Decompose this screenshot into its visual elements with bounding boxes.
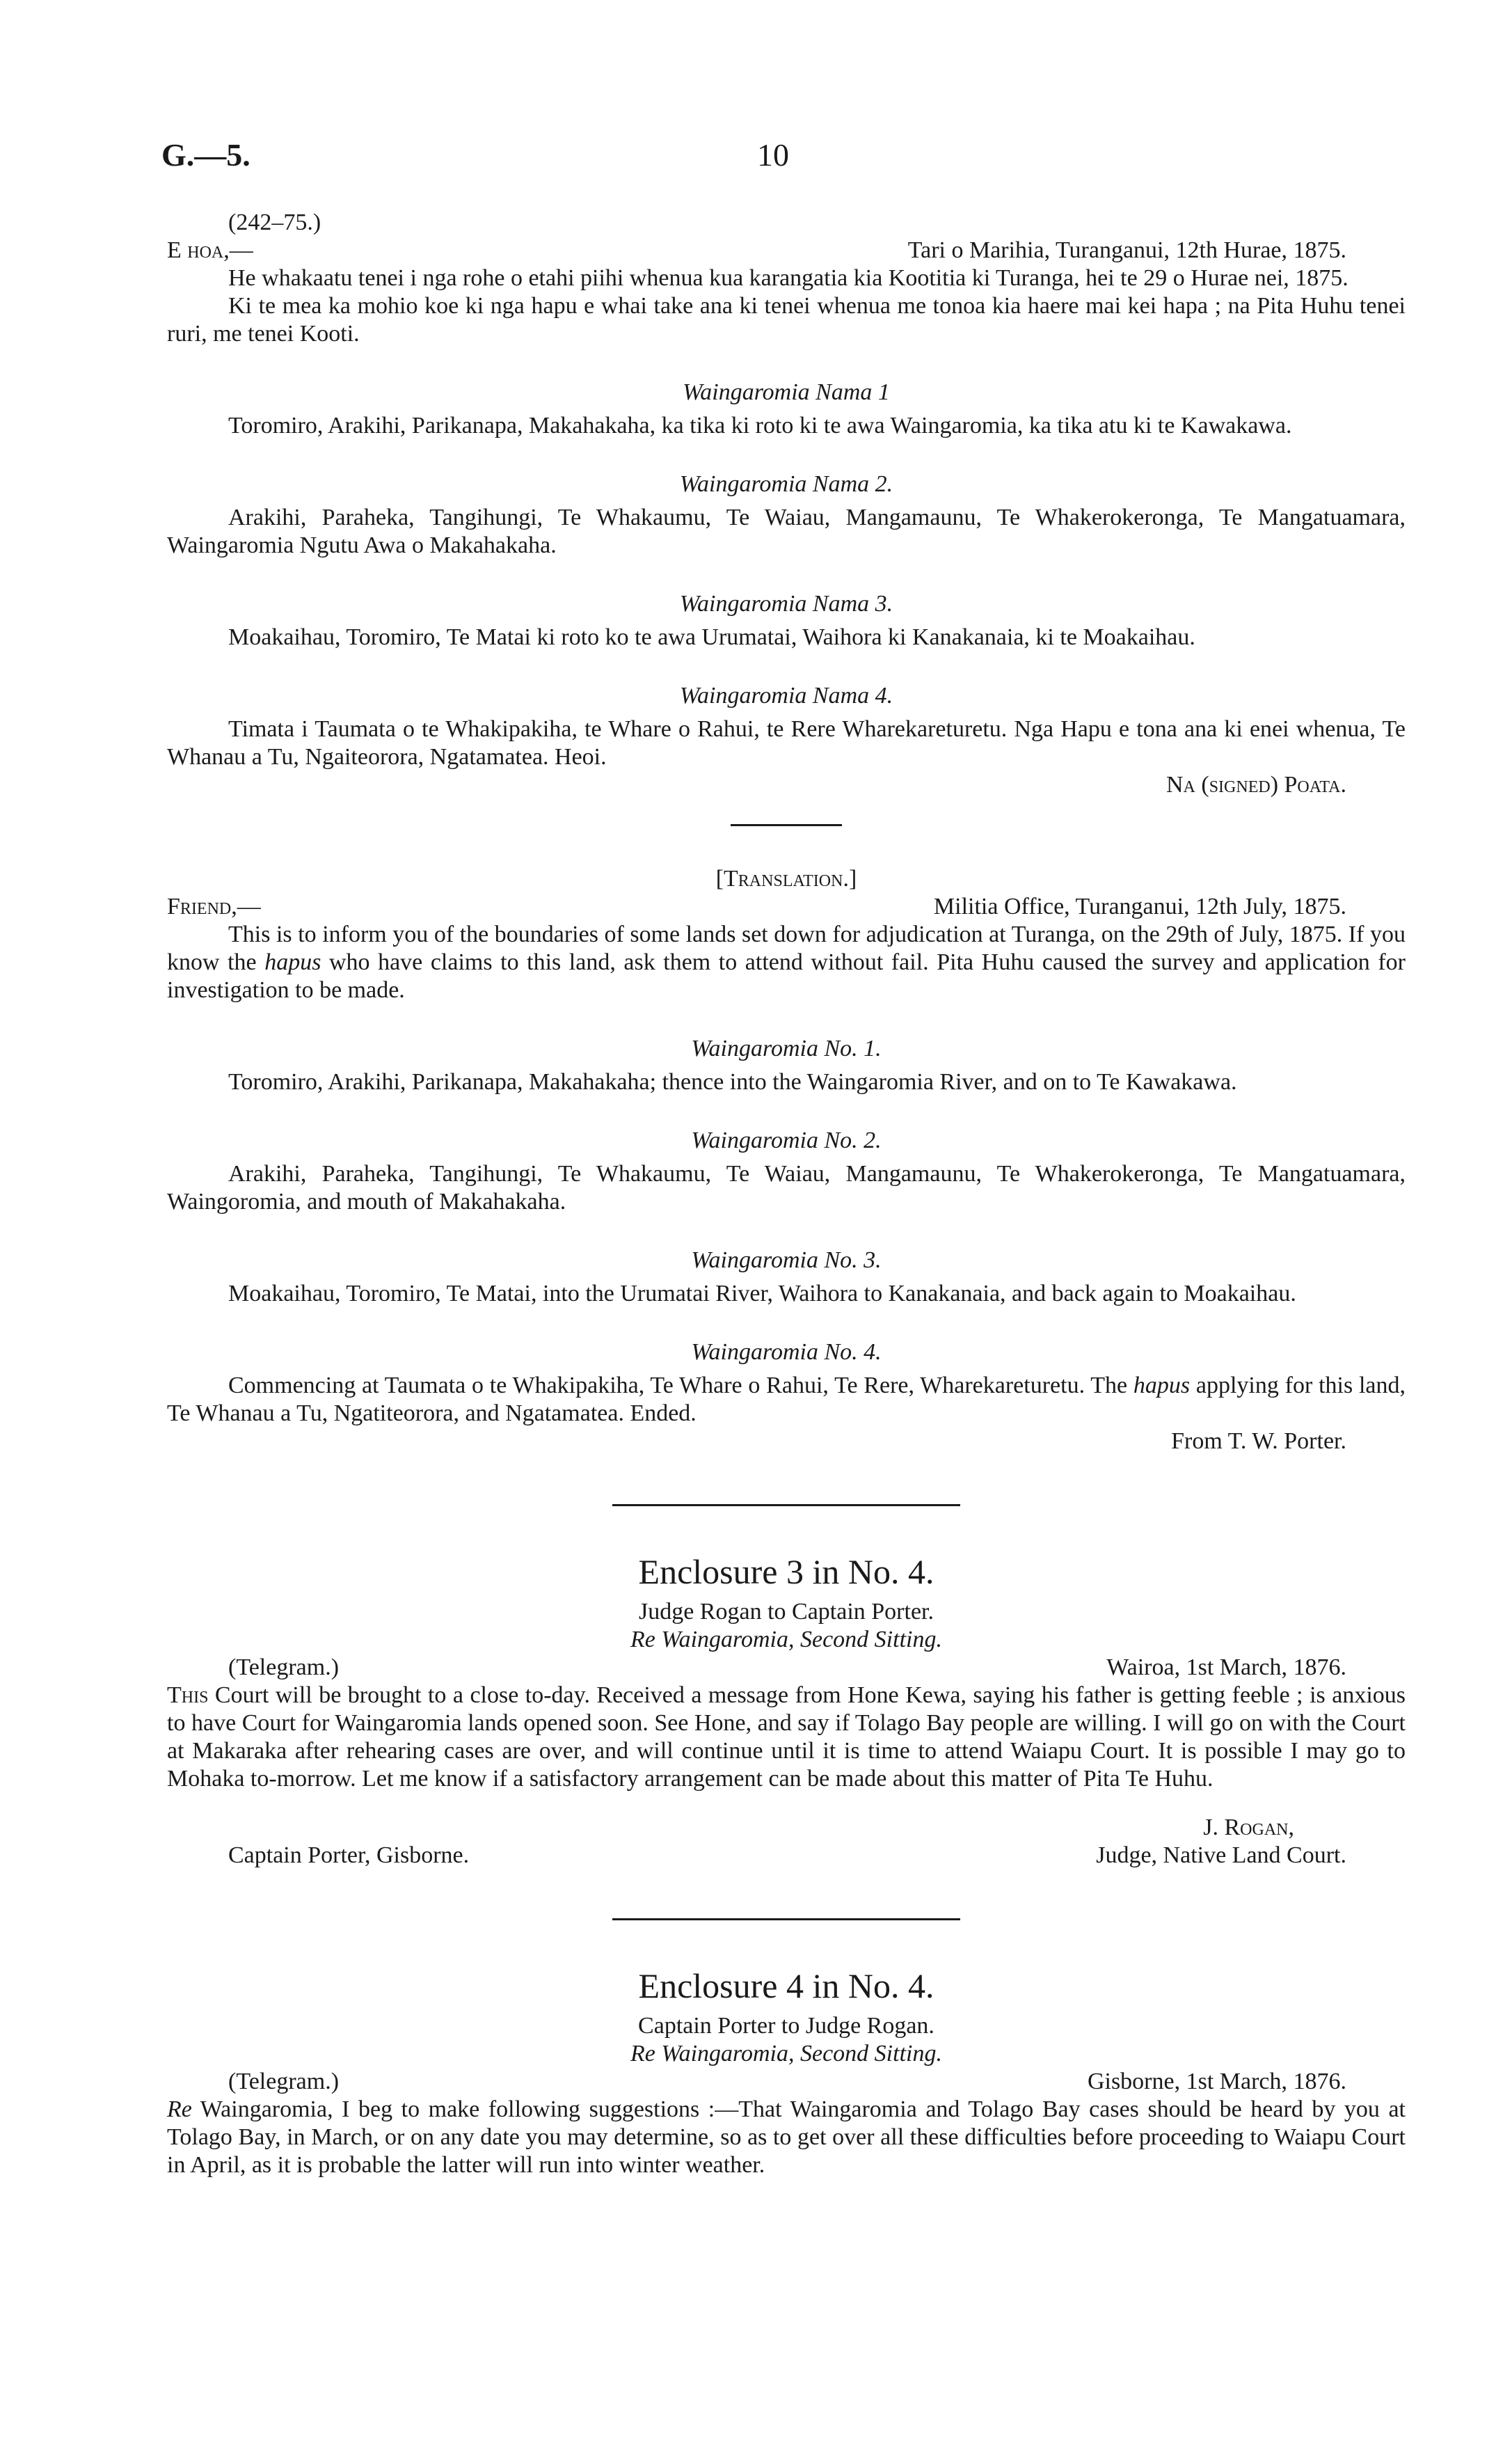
document-reference: G.—5. bbox=[161, 137, 250, 173]
maori-section-text-4: Timata i Taumata o te Whakipakiha, te Whare o Rahui, te Rere Wharekareturetu. Nga Hapu e tona ana ki enei whenua, Te Whanau a Tu, Ngaiteorora, Ngatamatea. Heoi. bbox=[167, 716, 1406, 770]
translation-section-4-hapus: hapus bbox=[1133, 1373, 1191, 1398]
translation-section-text-3: Moakaihau, Toromiro, Te Matai, into the Urumatai River, Waihora to Kanakanaia, and back again to Moakaihau. bbox=[228, 1281, 1296, 1306]
translation-paragraph-1-hapus: hapus bbox=[264, 949, 321, 975]
translation-paragraph-1-part-b: who have claims to this land, ask them to attend without fail. Pita Huhu caused the survey and application for investigation to be made. bbox=[167, 949, 1406, 1003]
enclosure-3-body-text: Court will be brought to a close to-day. Received a message from Hone Kewa, saying his father is getting feeble ; is anxious to have Court for Waingaromia lands opened soon. See Hone, and say if Tolago Bay people are willing. I will go on with the Court at Makaraka after rehearing cases are over, and will continue until it is time to attend Waiapu Court. It is possible I may go to Mohaka to-morrow. Let me know if a satisfactory arrangement can be made about this matter of Pita Te Huhu. bbox=[167, 1682, 1406, 1792]
maori-heading-row bbox=[167, 237, 1406, 264]
translation-place-date: Militia Office, Turanganui, 12th July, 1875. bbox=[933, 894, 1346, 919]
translation-salutation: Friend,— bbox=[167, 894, 261, 919]
enclosure-3-signer-title: Judge, Native Land Court. bbox=[1096, 1842, 1346, 1868]
maori-paragraph-2: Ki te mea ka mohio koe ki nga hapu e whai take ana ki tenei whenua me tonoa kia haere mai kei hapa ; na Pita Huhu tenei ruri, me tenei Kooti. bbox=[167, 293, 1406, 347]
maori-section-text-2: Arakihi, Paraheka, Tangihungi, Te Whakaumu, Te Waiau, Mangamaunu, Te Whakerokeronga, Te Mangatuamara, Waingaromia Ngutu Awa o Makahakaha. bbox=[167, 505, 1406, 558]
enclosure-3-body-lead: This bbox=[167, 1682, 209, 1708]
translation-section-text-2: Arakihi, Paraheka, Tangihungi, Te Whakaumu, Te Waiau, Mangamaunu, Te Whakerokeronga, Te Mangatuamara, Waingoromia, and mouth of Makahakaha. bbox=[167, 1161, 1406, 1215]
maori-letter bbox=[167, 209, 1406, 799]
translation-section-4-part-a: Commencing at Taumata o te Whakipakiha, Te Whare o Rahui, Te Rere, Wharekareturetu. The bbox=[228, 1373, 1133, 1398]
translation-section-title-2: Waingaromia No. 2. bbox=[691, 1128, 882, 1153]
enclosure-4-from-to: Captain Porter to Judge Rogan. bbox=[638, 2013, 934, 2039]
maori-salutation: E hoa,— bbox=[167, 237, 253, 263]
maori-section-title-1: Waingaromia Nama 1 bbox=[683, 379, 890, 405]
page-number: 10 bbox=[757, 137, 789, 173]
section-divider-long-2 bbox=[612, 1918, 960, 1920]
translation-section-title-1: Waingaromia No. 1. bbox=[691, 1036, 882, 1061]
maori-section-text-1: Toromiro, Arakihi, Parikanapa, Makahakaha, ka tika ki roto ki te awa Waingaromia, ka tika atu ki te Kawakawa. bbox=[228, 413, 1292, 438]
translation-section-title-3: Waingaromia No. 3. bbox=[691, 1247, 882, 1273]
enclosure-4-title: Enclosure 4 in No. 4. bbox=[638, 1966, 934, 2005]
translation-paragraph-1 bbox=[167, 921, 1406, 1004]
maori-ref-number: (242–75.) bbox=[228, 210, 321, 235]
maori-section-title-2: Waingaromia Nama 2. bbox=[679, 471, 893, 497]
enclosure-3-body bbox=[167, 1682, 1406, 1793]
section-divider-long-1 bbox=[612, 1504, 960, 1506]
maori-section-text-3: Moakaihau, Toromiro, Te Matai ki roto ko te awa Urumatai, Waihora ki Kanakanaia, ki te Moakaihau. bbox=[228, 624, 1195, 650]
enclosure-3-type: (Telegram.) bbox=[228, 1654, 340, 1680]
maori-paragraph-1: He whakaatu tenei i nga rohe o etahi piihi whenua kua karangatia kia Kootitia ki Turanga, hei te 29 o Hurae nei, 1875. bbox=[228, 265, 1348, 291]
translation-section-title-4: Waingaromia No. 4. bbox=[691, 1339, 882, 1365]
enclosure-4-body bbox=[167, 2096, 1406, 2179]
maori-section-title-3: Waingaromia Nama 3. bbox=[679, 591, 893, 617]
enclosure-3-place-date: Wairoa, 1st March, 1876. bbox=[1106, 1654, 1346, 1680]
enclosure-4-body-lead: Re bbox=[167, 2096, 192, 2122]
maori-place-date: Tari o Marihia, Turanganui, 12th Hurae, 1875. bbox=[907, 237, 1346, 263]
translation-section-text-1: Toromiro, Arakihi, Parikanapa, Makahakaha; thence into the Waingaromia River, and on to Te Kawakawa. bbox=[228, 1069, 1237, 1095]
page-content bbox=[167, 209, 1406, 2179]
enclosure-3 bbox=[167, 1551, 1406, 1870]
translation-section-text-4 bbox=[167, 1372, 1406, 1428]
translation-signature: From T. W. Porter. bbox=[1171, 1428, 1346, 1454]
section-divider-short bbox=[731, 824, 842, 826]
translation-section-4-part-b: applying for this land, Te Whanau a Tu, Ngatiteorora, and Ngatamatea. Ended. bbox=[167, 1373, 1406, 1426]
maori-section-title-4: Waingaromia Nama 4. bbox=[679, 683, 893, 709]
enclosure-3-title: Enclosure 3 in No. 4. bbox=[638, 1552, 934, 1591]
enclosure-3-signer-name: J. Rogan, bbox=[1203, 1815, 1294, 1840]
translation-paragraph-1-part-a: This is to inform you of the boundaries of some lands set down for adjudication at Turanga, on the 29th of July, 1875. If you know the bbox=[167, 922, 1406, 975]
enclosure-4-heading-row bbox=[167, 2068, 1406, 2096]
enclosure-4 bbox=[167, 1965, 1406, 2179]
translation-heading: [Translation.] bbox=[715, 866, 857, 892]
enclosure-4-body-text: Waingaromia, I beg to make following suggestions :—That Waingaromia and Tolago Bay cases should be heard by you at Tolago Bay, in March, or on any date you may determine, so as to get over all these difficulties before proceeding to Waiapu Court in April, as it is probable the latter will run into winter weather. bbox=[167, 2096, 1406, 2178]
enclosure-3-subject: Re Waingaromia, Second Sitting. bbox=[630, 1627, 942, 1652]
enclosure-3-heading-row bbox=[167, 1654, 1406, 1682]
enclosure-4-place-date: Gisborne, 1st March, 1876. bbox=[1087, 2069, 1346, 2094]
enclosure-4-subject: Re Waingaromia, Second Sitting. bbox=[630, 2041, 942, 2066]
enclosure-3-signature-row bbox=[167, 1842, 1406, 1870]
maori-signature: Na (signed) Poata. bbox=[1165, 772, 1346, 798]
translation-heading-row bbox=[167, 893, 1406, 921]
enclosure-3-addressee: Captain Porter, Gisborne. bbox=[228, 1842, 470, 1868]
enclosure-3-from-to: Judge Rogan to Captain Porter. bbox=[638, 1599, 934, 1625]
translation-letter bbox=[167, 865, 1406, 1455]
enclosure-4-type: (Telegram.) bbox=[228, 2069, 340, 2094]
